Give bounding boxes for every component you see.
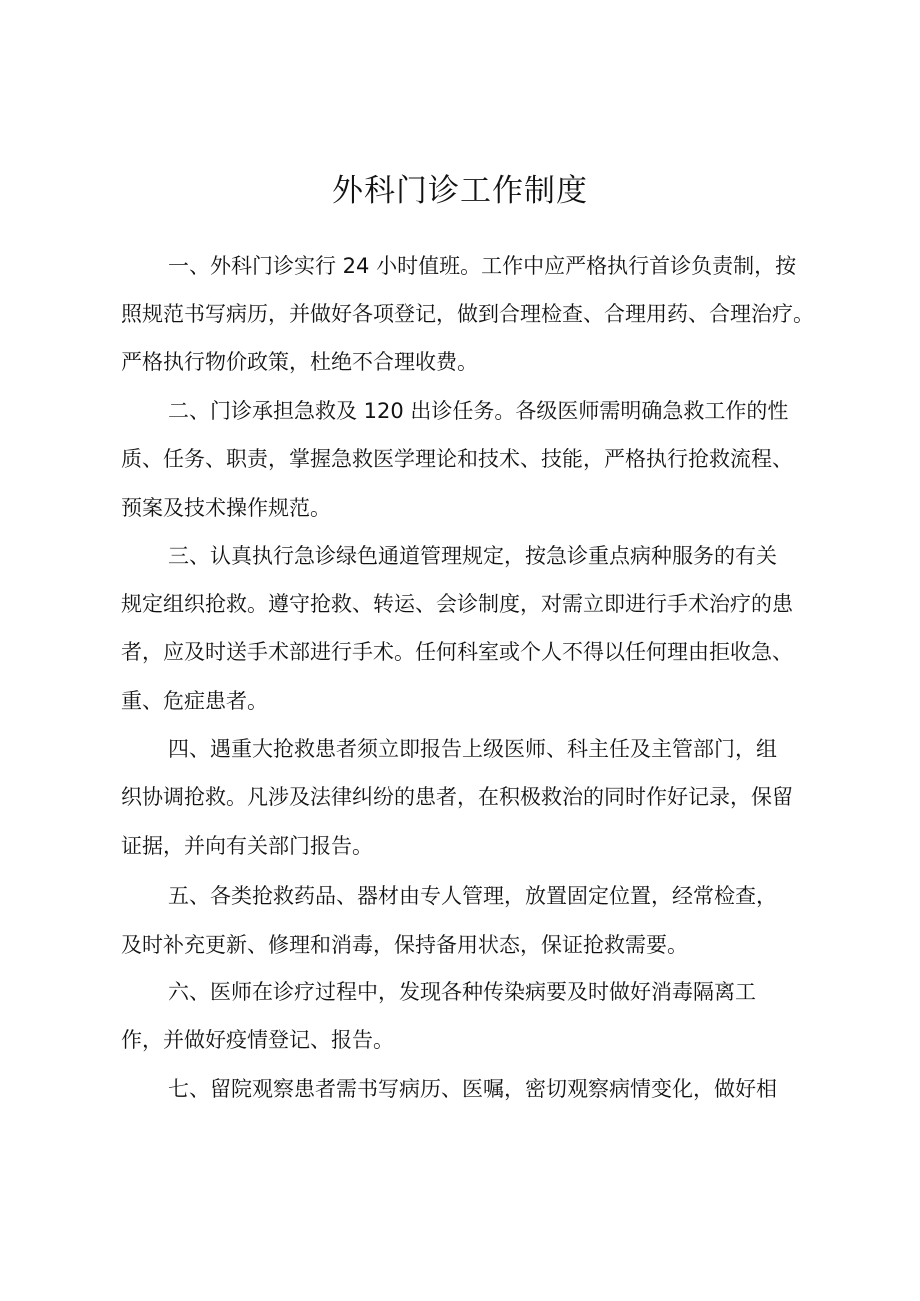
paragraph-2-line-1: 二、门诊承担急救及 120 出诊任务。各级医师需明确急救工作的性 xyxy=(168,399,789,423)
paragraph-1-line-1: 一、外科门诊实行 24 小时值班。工作中应严格执行首诊负责制，按 xyxy=(168,254,797,278)
paragraph-1-line-3: 严格执行物价政策，杜绝不合理收费。 xyxy=(121,350,478,374)
paragraph-1-line-2: 照规范书写病历，并做好各项登记，做到合理检查、合理用药、合理治疗。 xyxy=(121,302,814,326)
paragraph-3-line-2: 规定组织抢救。遵守抢救、转运、会诊制度，对需立即进行手术治疗的患 xyxy=(121,592,793,616)
paragraph-2-line-3: 预案及技术操作规范。 xyxy=(121,496,331,520)
paragraph-7-line-1: 七、留院观察患者需书写病历、医嘱，密切观察病情变化，做好相 xyxy=(168,1077,777,1101)
paragraph-2-line-2: 质、任务、职责，掌握急救医学理论和技术、技能，严格执行抢救流程、 xyxy=(121,447,793,471)
paragraph-6-line-2: 作，并做好疫情登记、报告。 xyxy=(121,1028,394,1052)
paragraph-3-line-1: 三、认真执行急诊绿色通道管理规定，按急诊重点病种服务的有关 xyxy=(168,544,777,568)
paragraph-4-line-3: 证据，并向有关部门报告。 xyxy=(121,834,373,858)
paragraph-5-line-1: 五、各类抢救药品、器材由专人管理，放置固定位置，经常检查， xyxy=(168,884,777,908)
document-title: 外科门诊工作制度 xyxy=(332,173,588,209)
paragraph-5-line-2: 及时补充更新、修理和消毒，保持备用状态，保证抢救需要。 xyxy=(121,933,688,957)
paragraph-6-line-1: 六、医师在诊疗过程中，发现各种传染病要及时做好消毒隔离工 xyxy=(168,980,756,1004)
paragraph-4-line-2: 织协调抢救。凡涉及法律纠纷的患者，在积极救治的同时作好记录，保留 xyxy=(121,785,793,809)
paragraph-3-line-4: 重、危症患者。 xyxy=(121,689,268,713)
paragraph-3-line-3: 者，应及时送手术部进行手术。任何科室或个人不得以任何理由拒收急、 xyxy=(121,640,793,664)
paragraph-4-line-1: 四、遇重大抢救患者须立即报告上级医师、科主任及主管部门，组 xyxy=(168,737,777,761)
